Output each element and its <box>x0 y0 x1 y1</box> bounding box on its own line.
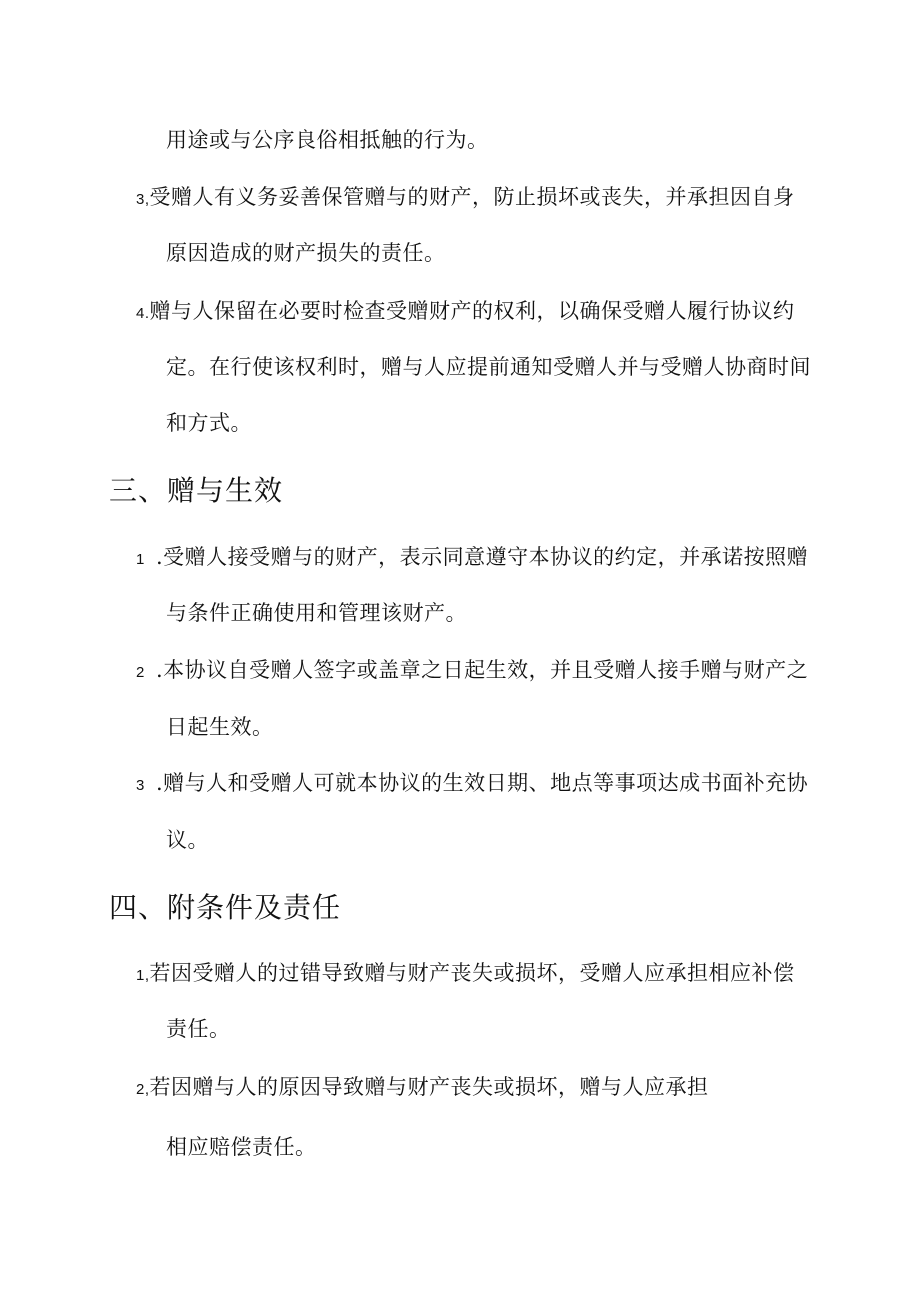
section3-item2-line2: 日起生效。 <box>166 715 274 739</box>
section2-item3-line1 <box>136 183 795 214</box>
item-text: .受赠人接受赠与的财产，表示同意遵守本协议的约定，并承诺按照赠 <box>156 545 809 569</box>
item-text: 若因赠与人的原因导致赠与财产丧失或损坏，赠与人应承担 <box>149 1075 709 1099</box>
item-text: .本协议自受赠人签字或盖章之日起生效，并且受赠人接手赠与财产之 <box>156 658 809 682</box>
section2-item4-line1 <box>136 297 795 328</box>
section2-item4-line3: 和方式。 <box>166 411 252 435</box>
item-number: 3, <box>136 191 150 208</box>
section4-item2-line1 <box>136 1073 709 1104</box>
item-number: 2 <box>136 664 145 681</box>
section4-item1-line2: 责任。 <box>166 1017 231 1041</box>
section3-heading: 三、赠与生效 <box>109 474 284 507</box>
section4-heading: 四、附条件及责任 <box>109 891 342 924</box>
section3-item1-line1 <box>136 543 808 574</box>
section2-item4-line2: 定。在行使该权利时，赠与人应提前通知受赠人并与受赠人协商时间 <box>166 355 811 379</box>
item-text: .赠与人和受赠人可就本协议的生效日期、地点等事项达成书面补充协 <box>156 771 809 795</box>
section2-item2-tail: 用途或与公序良俗相抵触的行为。 <box>166 128 489 152</box>
section4-item1-line1 <box>136 959 795 990</box>
section3-item2-line1 <box>136 656 808 687</box>
item-number: 4. <box>136 305 150 322</box>
item-number: 2, <box>136 1081 150 1098</box>
item-number: 1, <box>136 967 150 984</box>
item-number: 3 <box>136 777 145 794</box>
section4-item2-line2: 相应赔偿责任。 <box>166 1135 317 1159</box>
section3-item3-line2: 议。 <box>166 828 209 852</box>
item-number: 1 <box>136 551 145 568</box>
section3-item3-line1 <box>136 769 808 800</box>
section3-item1-line2: 与条件正确使用和管理该财产。 <box>166 601 467 625</box>
item-text: 若因受赠人的过错导致赠与财产丧失或损坏，受赠人应承担相应补偿 <box>149 961 795 985</box>
item-text: 受赠人有义务妥善保管赠与的财产，防止损坏或丧失，并承担因自身 <box>149 185 795 209</box>
item-text: 赠与人保留在必要时检查受赠财产的权利，以确保受赠人履行协议约 <box>149 299 795 323</box>
section2-item3-line2: 原因造成的财产损失的责任。 <box>166 241 446 265</box>
